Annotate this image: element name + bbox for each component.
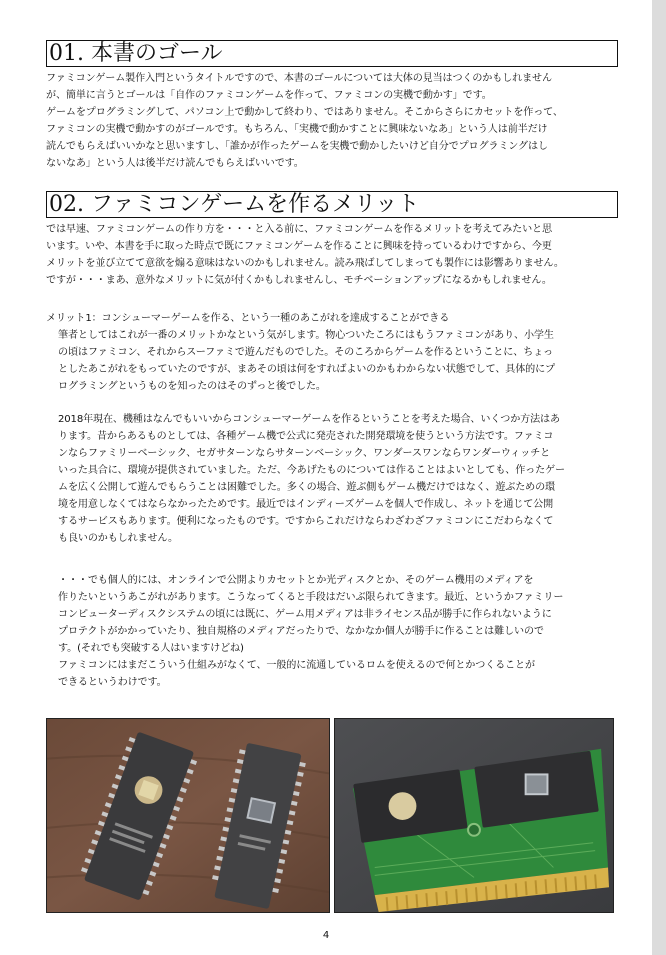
merit-1-body bbox=[58, 327, 555, 395]
text-line: 境を用意しなくてはならなかったためです。最近ではインディーズゲームを個人で作成し、ネットを通じて公開 bbox=[58, 499, 554, 510]
text-line: できるというわけです。 bbox=[58, 677, 167, 688]
section-1-heading: 01. 本書のゴール bbox=[46, 40, 618, 67]
text-line: ムを広く公開して遊んでもらうことは困難でした。多くの場合、遊ぶ側もゲーム機だけではなく、遊ぶための環 bbox=[58, 482, 555, 493]
text-line: います。いや、本書を手に取った時点で既にファミコンゲームを作ることに興味を持っているわけですから、今更 bbox=[46, 241, 552, 252]
page-number: 4 bbox=[322, 930, 330, 941]
text-line: 2018年現在、機種はなんでもいいからコンシューマーゲームを作るということを考えた場合、いくつか方法はあ bbox=[58, 414, 560, 425]
merit-1-title bbox=[46, 310, 449, 327]
text-line: す。(それでも突破する人はいますけどね) bbox=[58, 643, 244, 654]
text-line: が、簡単に言うとゴールは「自作のファミコンゲームを作って、ファミコンの実機で動かす」です。 bbox=[46, 90, 492, 101]
text-line: では早速、ファミコンゲームの作り方を・・・と入る前に、ファミコンゲームを作るメリットを考えてみたいと思 bbox=[46, 224, 552, 235]
text-line: ログラミングというものを知ったのはそのずっと後でした。 bbox=[58, 381, 326, 392]
text-line: ンならファミリーベーシック、セガサターンならサターンベーシック、ワンダースワンならワンダーウィッチと bbox=[58, 448, 551, 459]
eprom-chips-photo bbox=[46, 718, 330, 913]
text-line: ですが・・・まあ、意外なメリットに気が付くかもしれませんし、モチベーションアップになるかもしれません。 bbox=[46, 275, 552, 286]
paragraph-2018 bbox=[58, 411, 565, 547]
text-line: するサービスもあります。便利になったものです。ですからこれだけならわざわざファミコンにこだわらなくて bbox=[58, 516, 554, 527]
text-line: の頃はファミコン、それからスーファミで遊んだものでした。そのころからゲームを作るということに、ちょっ bbox=[58, 347, 553, 358]
text-line: も良いのかもしれません。 bbox=[58, 533, 178, 544]
cartridge-board-photo bbox=[334, 718, 614, 913]
text-line: 読んでもらえばいいかなと思いますし、「誰かが作ったゲームを実機で動かしたいけど自分でプログラミングはし bbox=[46, 141, 548, 152]
text-line: ファミコンゲーム製作入門というタイトルですので、本書のゴールについては大体の見当はつくのかもしれません bbox=[46, 73, 552, 84]
text-line: ゲームをプログラミングして、パソコン上で動かして終わり、ではありません。そこからさらにカセットを作って、 bbox=[46, 107, 563, 118]
merit-1-title-text: メリット1：コンシューマーゲームを作る、という一種のあこがれを達成することができる bbox=[46, 313, 450, 324]
text-line: ります。昔からあるものとしては、各種ゲーム機で公式に発売された開発環境を使うという方法です。ファミコ bbox=[58, 431, 554, 442]
text-line: ファミコンにはまだこういう仕組みがなくて、一般的に流通しているロムを使えるので何とかつくることが bbox=[58, 660, 535, 671]
text-line: プロテクトがかかっていたり、独自規格のメディアだったりで、なかなか個人が勝手に作ることは難しいので bbox=[58, 626, 544, 637]
section-2-heading: 02. ファミコンゲームを作るメリット bbox=[46, 191, 618, 218]
text-line: 筆者としてはこれが一番のメリットかなという気がします。物心ついたころにはもうファミコンがあり、小学生 bbox=[58, 330, 554, 341]
text-line: いった具合に、環境が提供されていました。ただ、今あげたものについては作ることはよいとしても、作ったゲー bbox=[58, 465, 565, 476]
section-2-intro bbox=[46, 221, 564, 289]
text-line: コンピューターディスクシステムの頃には既に、ゲーム用メディアは非ライセンス品が勝手に作られないように bbox=[58, 609, 552, 620]
text-line: としたあこがれをもっていたのですが、まあその頃は何をすればよいのかもわからない状態でして、具体的にプ bbox=[58, 364, 555, 375]
paragraph-media bbox=[58, 572, 563, 691]
text-line: ないなあ」という人は後半だけ読んでもらえばいいです。 bbox=[46, 158, 304, 169]
text-line: ・・・でも個人的には、オンラインで公開よりカセットとか光ディスクとか、そのゲーム機用のメディアを bbox=[58, 575, 534, 586]
page-edge-shadow bbox=[652, 0, 666, 955]
text-line: 作りたいというあこがれがあります。こうなってくると手段はだいぶ限られてきます。最近、というかファミリー bbox=[58, 592, 564, 603]
section-1-body bbox=[46, 70, 563, 172]
text-line: ファミコンの実機で動かすのがゴールです。もちろん、「実機で動かすことに興味ないなあ」という人は前半だけ bbox=[46, 124, 548, 135]
text-line: メリットを並び立てて意欲を煽る意味はないのかもしれません。読み飛ばしてしまっても製作には影響ありません。 bbox=[46, 258, 564, 269]
